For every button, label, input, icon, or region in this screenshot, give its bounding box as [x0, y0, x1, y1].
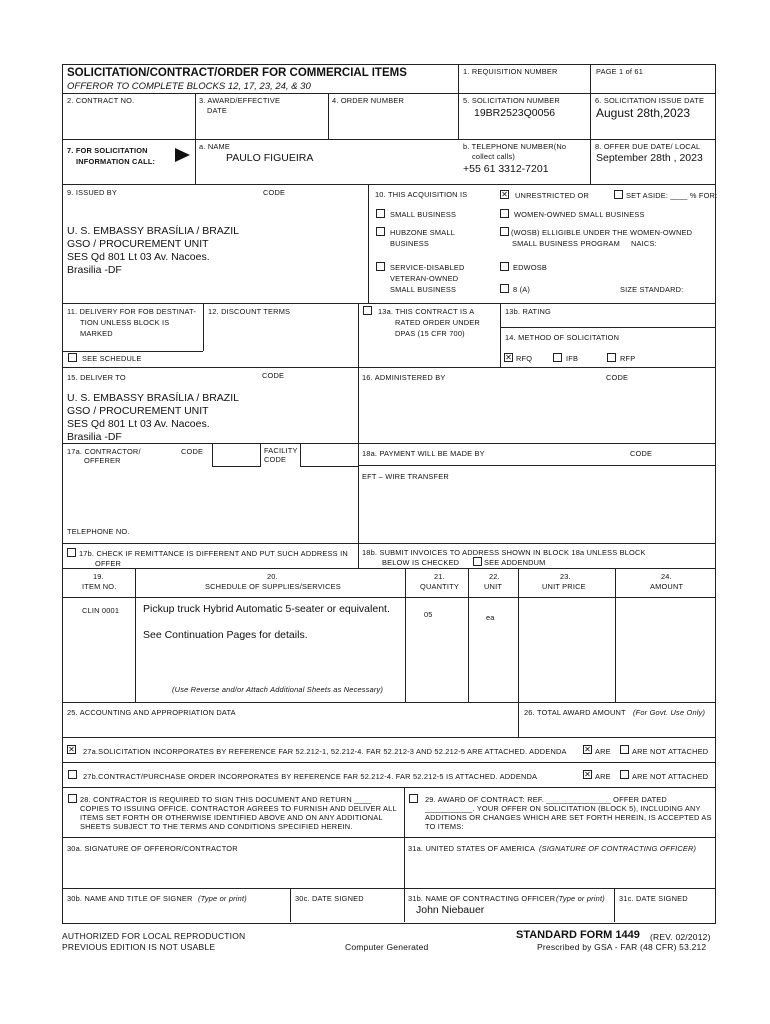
col-schedule-num: 20. [267, 572, 278, 581]
issue-date-label: 6. SOLICITATION ISSUE DATE [595, 96, 705, 105]
payment-code-label: CODE [630, 449, 653, 458]
signature-30a-label: 30a. SIGNATURE OF OFFEROR/CONTRACTOR [67, 844, 238, 853]
eft-text: EFT – WIRE TRANSFER [362, 472, 449, 481]
women-owned-checkbox[interactable] [500, 209, 509, 218]
issued-by-label: 9. ISSUED BY [67, 188, 118, 197]
women-owned-label: WOMEN-OWNED SMALL BUSINESS [514, 210, 645, 219]
small-business-checkbox[interactable] [376, 209, 385, 218]
deliver-to-code-label: CODE [262, 371, 285, 380]
signer-name-label: 30b. NAME AND TITLE OF SIGNER [67, 894, 193, 903]
accounting-label: 25. ACCOUNTING AND APPROPRIATION DATA [67, 708, 236, 717]
hubzone-checkbox[interactable] [376, 227, 385, 236]
delivery-label-3: MARKED [80, 329, 113, 338]
item-quantity: 05 [424, 610, 433, 619]
clause-27a-are-checkbox[interactable]: ✕ [584, 745, 591, 754]
setaside-label: SET ASIDE: ____ % FOR: [626, 191, 718, 200]
form-title: SOLICITATION/CONTRACT/ORDER FOR COMMERCIAL ITEMS [67, 67, 407, 79]
phone-label: b. TELEPHONE NUMBER(No [463, 142, 567, 151]
signature-31a-label: 31a. UNITED STATES OF AMERICA [408, 844, 536, 853]
rating-label: 13b. RATING [505, 307, 552, 316]
reverse-note: (Use Reverse and/or Attach Additional Sheets as Necessary) [172, 685, 384, 694]
issued-address-line-3: SES Qd 801 Lt 03 Av. Nacoes. [67, 251, 210, 263]
discount-terms-label: 12. DISCOUNT TERMS [208, 307, 291, 316]
form-prescribed: Prescribed by GSA - FAR (48 CFR) 53.212 [537, 942, 707, 952]
item-number: CLIN 0001 [82, 606, 120, 615]
solicitation-number-label: 5. SOLICITATION NUMBER [463, 96, 560, 105]
clause-28-line-2: COPIES TO ISSUING OFFICE. CONTRACTOR AGREES TO FURNISH AND DELIVER ALL [80, 804, 397, 813]
date-30c-label: 30c. DATE SIGNED [295, 894, 364, 903]
phone-label-2: collect calls) [472, 152, 516, 161]
ifb-checkbox[interactable] [553, 353, 562, 362]
method-label: 14. METHOD OF SOLICITATION [505, 333, 620, 342]
contact-name[interactable]: PAULO FIGUEIRA [226, 152, 314, 164]
officer-name[interactable]: John Niebauer [416, 904, 485, 916]
award-label-2: DATE [207, 106, 227, 115]
solicitation-number[interactable]: 19BR2523Q0056 [474, 107, 556, 119]
issued-address-line-1: U. S. EMBASSY BRASÍLIA / BRAZIL [67, 225, 239, 237]
administered-code-label: CODE [606, 373, 629, 382]
info-call-label: 7. FOR SOLICITATION [67, 146, 148, 155]
contractor-label: 17a. CONTRACTOR/ [67, 447, 141, 456]
clause-28-line-3: ITEMS SET FORTH OR OTHERWISE IDENTIFIED ABOVE AND ON ANY ADDITIONAL [80, 813, 383, 822]
see-schedule-checkbox[interactable] [68, 353, 77, 362]
acquisition-label: 10. THIS ACQUISITION IS [375, 190, 468, 199]
form-number: STANDARD FORM 1449 [516, 929, 640, 941]
small-business-label: SMALL BUSINESS [390, 210, 457, 219]
issued-address-line-4: Brasilia -DF [67, 264, 122, 276]
rfq-label: RFQ [516, 354, 533, 363]
col-amount: AMOUNT [650, 582, 684, 591]
deliver-address-line-1: U. S. EMBASSY BRASÍLIA / BRAZIL [67, 392, 239, 404]
edwosb-label: EDWOSB [513, 263, 548, 272]
clause-27a-are-not-checkbox[interactable] [620, 745, 629, 754]
clause-27b-are-checkbox[interactable]: ✕ [584, 770, 591, 779]
col-unit: UNIT [484, 582, 503, 591]
deliver-to-label: 15. DELIVER TO [67, 373, 126, 382]
rated-order-label: 13a. THIS CONTRACT IS A [378, 307, 475, 316]
addendum-label: SEE ADDENDUM [484, 558, 546, 567]
contractor-code-label: CODE [181, 447, 204, 456]
naics-label: NAICS: [631, 239, 657, 248]
due-date[interactable]: September 28th , 2023 [596, 152, 703, 164]
arrow-right-icon [175, 148, 190, 162]
rated-order-label-2: RATED ORDER UNDER [395, 318, 480, 327]
clause-27a-are: ARE [595, 747, 611, 756]
col-item-no: ITEM NO. [82, 582, 117, 591]
rated-order-checkbox[interactable] [363, 306, 372, 315]
signer-name-note: (Type or print) [198, 894, 247, 903]
issue-date[interactable]: August 28th,2023 [596, 106, 691, 120]
col-unit-price-num: 23. [560, 572, 571, 581]
due-date-label: 8. OFFER DUE DATE/ LOCAL [595, 142, 701, 151]
col-quantity: QUANTITY [420, 582, 459, 591]
item-unit: ea [486, 613, 495, 622]
see-schedule-label: SEE SCHEDULE [82, 354, 142, 363]
clause-27b-are: ARE [595, 772, 611, 781]
clause-28-line-1: 28. CONTRACTOR IS REQUIRED TO SIGN THIS DOCUMENT AND RETURN ____ [80, 795, 372, 804]
clause-27b-checkbox[interactable] [68, 770, 77, 779]
order-number-label: 4. ORDER NUMBER [332, 96, 404, 105]
issued-address-line-2: GSO / PROCUREMENT UNIT [67, 238, 209, 250]
unrestricted-checkbox[interactable]: ✕ [501, 190, 508, 199]
sdvosb-checkbox[interactable] [376, 262, 385, 271]
signature-31a-note: (SIGNATURE OF CONTRACTING OFFICER) [539, 844, 697, 853]
clause-27b: 27b.CONTRACT/PURCHASE ORDER INCORPORATES BY REFERENCE FAR 52.212-4. FAR 52.212-5 IS ATTACHED. ADDENDA [83, 772, 538, 781]
issued-code-label: CODE [263, 188, 286, 197]
clause-29-line-1: 29. AWARD OF CONTRACT: REF. _______________ OFFER DATED [425, 795, 667, 804]
col-unit-price: UNIT PRICE [542, 582, 586, 591]
clause-27b-are-not-checkbox[interactable] [620, 770, 629, 779]
hubzone-label-2: BUSINESS [390, 239, 429, 248]
col-amount-num: 24. [661, 572, 672, 581]
footer-authorized: AUTHORIZED FOR LOCAL REPRODUCTION [62, 931, 246, 941]
contractor-code-box[interactable] [212, 443, 261, 467]
rfp-label: RFP [620, 354, 636, 363]
edwosb-checkbox[interactable] [500, 262, 509, 271]
sdvosb-label-3: SMALL BUSINESS [390, 285, 457, 294]
clause-27a-are-not: ARE NOT ATTACHED [632, 747, 709, 756]
clause-27b-are-not: ARE NOT ATTACHED [632, 772, 709, 781]
sdvosb-label: SERVICE-DISABLED [390, 263, 465, 272]
administered-by-label: 16. ADMINISTERED BY [362, 373, 446, 382]
sdvosb-label-2: VETERAN-OWNED [390, 274, 459, 283]
page-label: PAGE 1 of 61 [596, 67, 644, 76]
clause-27a-checkbox[interactable]: ✕ [68, 745, 75, 754]
hubzone-label: HUBZONE SMALL [390, 228, 456, 237]
clause-29-line-2: ___________. YOUR OFFER ON SOLICITATION (BLOCK 5), INCLUDING ANY [425, 804, 701, 813]
wosb-checkbox[interactable] [500, 227, 509, 236]
clause-27a: 27a.SOLICITATION INCORPORATES BY REFERENCE FAR 52.212-1, 52.212-4. FAR 52.212-3 AND 52.212-5 ARE ATTACHED. ADDENDA [83, 747, 567, 756]
award-label: 3. AWARD/EFFECTIVE [199, 96, 281, 105]
clause-28-checkbox[interactable] [68, 794, 77, 803]
rated-order-label-3: DPAS (15 CFR 700) [395, 329, 465, 338]
continuation-note: See Continuation Pages for details. [143, 629, 308, 641]
clause-29-line-3: ADDITIONS OR CHANGES WHICH ARE SET FORTH HEREIN, IS ACCEPTED AS [425, 813, 712, 822]
ifb-label: IFB [566, 354, 579, 363]
form-revision: (REV. 02/2012) [650, 932, 711, 942]
deliver-address-line-3: SES Qd 801 Lt 03 Av. Nacoes. [67, 418, 210, 430]
setaside-checkbox[interactable] [614, 190, 623, 199]
invoice-label-2: BELOW IS CHECKED [382, 558, 460, 567]
size-standard-label: SIZE STANDARD: [620, 285, 684, 294]
facility-code-label-2: CODE [264, 455, 287, 464]
footer-previous: PREVIOUS EDITION IS NOT USABLE [62, 942, 216, 952]
unrestricted-label: UNRESTRICTED OR [515, 191, 590, 200]
contract-no-label: 2. CONTRACT NO. [67, 96, 135, 105]
telephone-label: TELEPHONE NO. [67, 527, 130, 536]
eighta-label: 8 (A) [513, 285, 531, 294]
col-quantity-num: 21. [434, 572, 445, 581]
delivery-label: 11. DELIVERY FOR FOB DESTINAT- [67, 307, 197, 316]
name-label: a. NAME [199, 142, 230, 151]
remittance-checkbox[interactable] [67, 548, 76, 557]
total-award-note: (For Govt. Use Only) [633, 708, 706, 717]
contractor-label-2: OFFERER [84, 456, 121, 465]
invoice-label: 18b. SUBMIT INVOICES TO ADDRESS SHOWN IN BLOCK 18a UNLESS BLOCK [362, 548, 646, 557]
date-31c-label: 31c. DATE SIGNED [619, 894, 688, 903]
item-description: Pickup truck Hybrid Automatic 5-seater or equivalent. [143, 603, 390, 615]
rfq-checkbox[interactable]: ✕ [505, 353, 512, 362]
clause-28-line-4: SHEETS SUBJECT TO THE TERMS AND CONDITIONS SPECIFIED HEREIN. [80, 822, 353, 831]
col-item-no-num: 19. [93, 572, 104, 581]
col-unit-num: 22. [489, 572, 500, 581]
addendum-checkbox[interactable] [473, 557, 482, 566]
info-call-label-2: INFORMATION CALL: [76, 157, 156, 166]
total-award-label: 26. TOTAL AWARD AMOUNT [524, 708, 626, 717]
officer-name-label: 31b. NAME OF CONTRACTING OFFICER [408, 894, 556, 903]
phone-number[interactable]: +55 61 3312-7201 [463, 163, 549, 175]
wosb-label-2: SMALL BUSINESS PROGRAM [512, 239, 621, 248]
officer-name-note: (Type or print) [556, 894, 605, 903]
remittance-label-2: OFFER [95, 559, 122, 568]
deliver-address-line-2: GSO / PROCUREMENT UNIT [67, 405, 209, 417]
facility-code-label: FACILITY [264, 446, 298, 455]
form-subtitle: OFFEROR TO COMPLETE BLOCKS 12, 17, 23, 24, & 30 [67, 81, 311, 92]
facility-code-box[interactable] [300, 443, 359, 467]
clause-29-line-4: TO ITEMS: [425, 822, 464, 831]
delivery-label-2: TION UNLESS BLOCK IS [80, 318, 170, 327]
rfp-checkbox[interactable] [607, 353, 616, 362]
footer-computer-generated: Computer Generated [345, 942, 429, 952]
clause-29-checkbox[interactable] [409, 794, 418, 803]
payment-label: 18a. PAYMENT WILL BE MADE BY [362, 449, 485, 458]
requisition-label: 1. REQUISITION NUMBER [463, 67, 558, 76]
eighta-checkbox[interactable] [500, 284, 509, 293]
remittance-label: 17b. CHECK IF REMITTANCE IS DIFFERENT AND PUT SUCH ADDRESS IN [79, 549, 348, 558]
wosb-label: (WOSB) ELLIGIBLE UNDER THE WOMEN-OWNED [511, 228, 693, 237]
col-schedule: SCHEDULE OF SUPPLIES/SERVICES [205, 582, 341, 591]
deliver-address-line-4: Brasilia -DF [67, 431, 122, 443]
